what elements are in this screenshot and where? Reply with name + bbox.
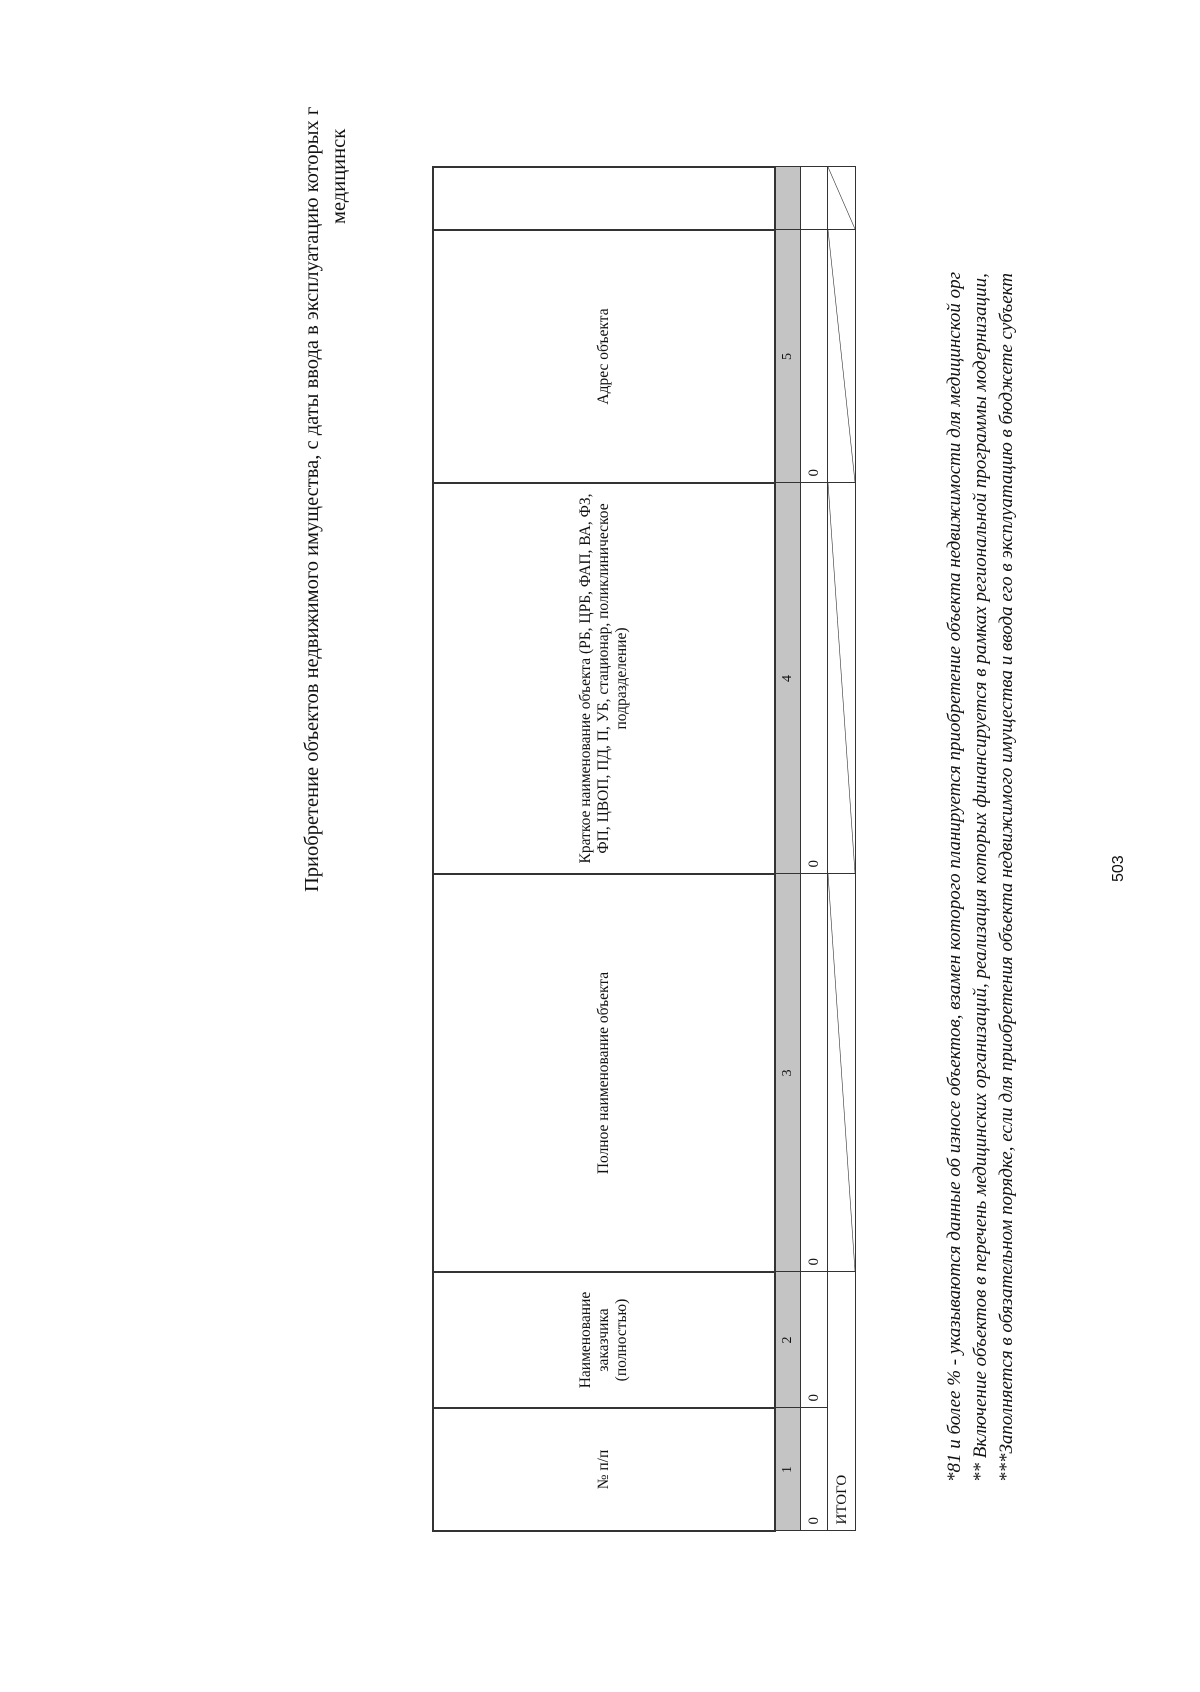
crossed-cell [828,483,856,874]
footnote: *81 и более % - указываются данные об износе объектов, взамен которого планируется приобретение объекта недвижимости для медицинской орг [944,271,965,1482]
column-number: 2 [775,1272,801,1408]
table-row [801,167,828,1531]
column-number: 3 [775,874,801,1272]
footnote: ***Заполняется в обязательном порядке, если для приобретения объекта недвижимого имущества и ввода его в эксплуатацию в бюджете субъект [996,272,1017,1482]
column-numbers-row [775,167,801,1531]
column-number: 1 [775,1408,801,1531]
table-cell: 0 [801,1272,828,1408]
table-cell: 0 [801,874,828,1272]
footnotes [942,272,1020,1482]
document-title-continuation: медицинск [328,128,350,224]
footnote: ** Включение объектов в перечень медицинских организаций, реализация которых финансируется в рамках региональной программы модернизации, [970,273,991,1482]
table-header-row [433,167,775,1531]
page-number: 503 [1110,855,1127,882]
header-customer-name: Наименование заказчика (полностью) [433,1272,775,1408]
column-number: 5 [775,230,801,483]
column-number: 4 [775,483,801,874]
table-cell: 0 [801,483,828,874]
table-cell: 0 [801,230,828,483]
crossed-cell [828,874,856,1272]
total-label: ИТОГО [828,1272,856,1531]
header-full-object-name: Полное наименование объекта [433,874,775,1272]
objects-table [432,166,856,1532]
crossed-cell [828,167,856,230]
total-row [828,167,856,1531]
header-empty [433,167,775,230]
column-number [775,167,801,230]
crossed-cell [828,230,856,483]
table-cell: 0 [801,1408,828,1531]
table-cell [801,167,828,230]
header-number: № п/п [433,1408,775,1531]
document-title: Приобретение объектов недвижимого имущества, с даты ввода в эксплуатацию которых г [301,106,323,892]
header-short-object-name: Краткое наименование объекта (РБ, ЦРБ, ФАП, ВА, ФЗ, ФП, ЦВОП, ПД, П, УБ, стационар, поликлиническое подразделение) [433,483,775,874]
header-object-address: Адрес объекта [433,230,775,483]
